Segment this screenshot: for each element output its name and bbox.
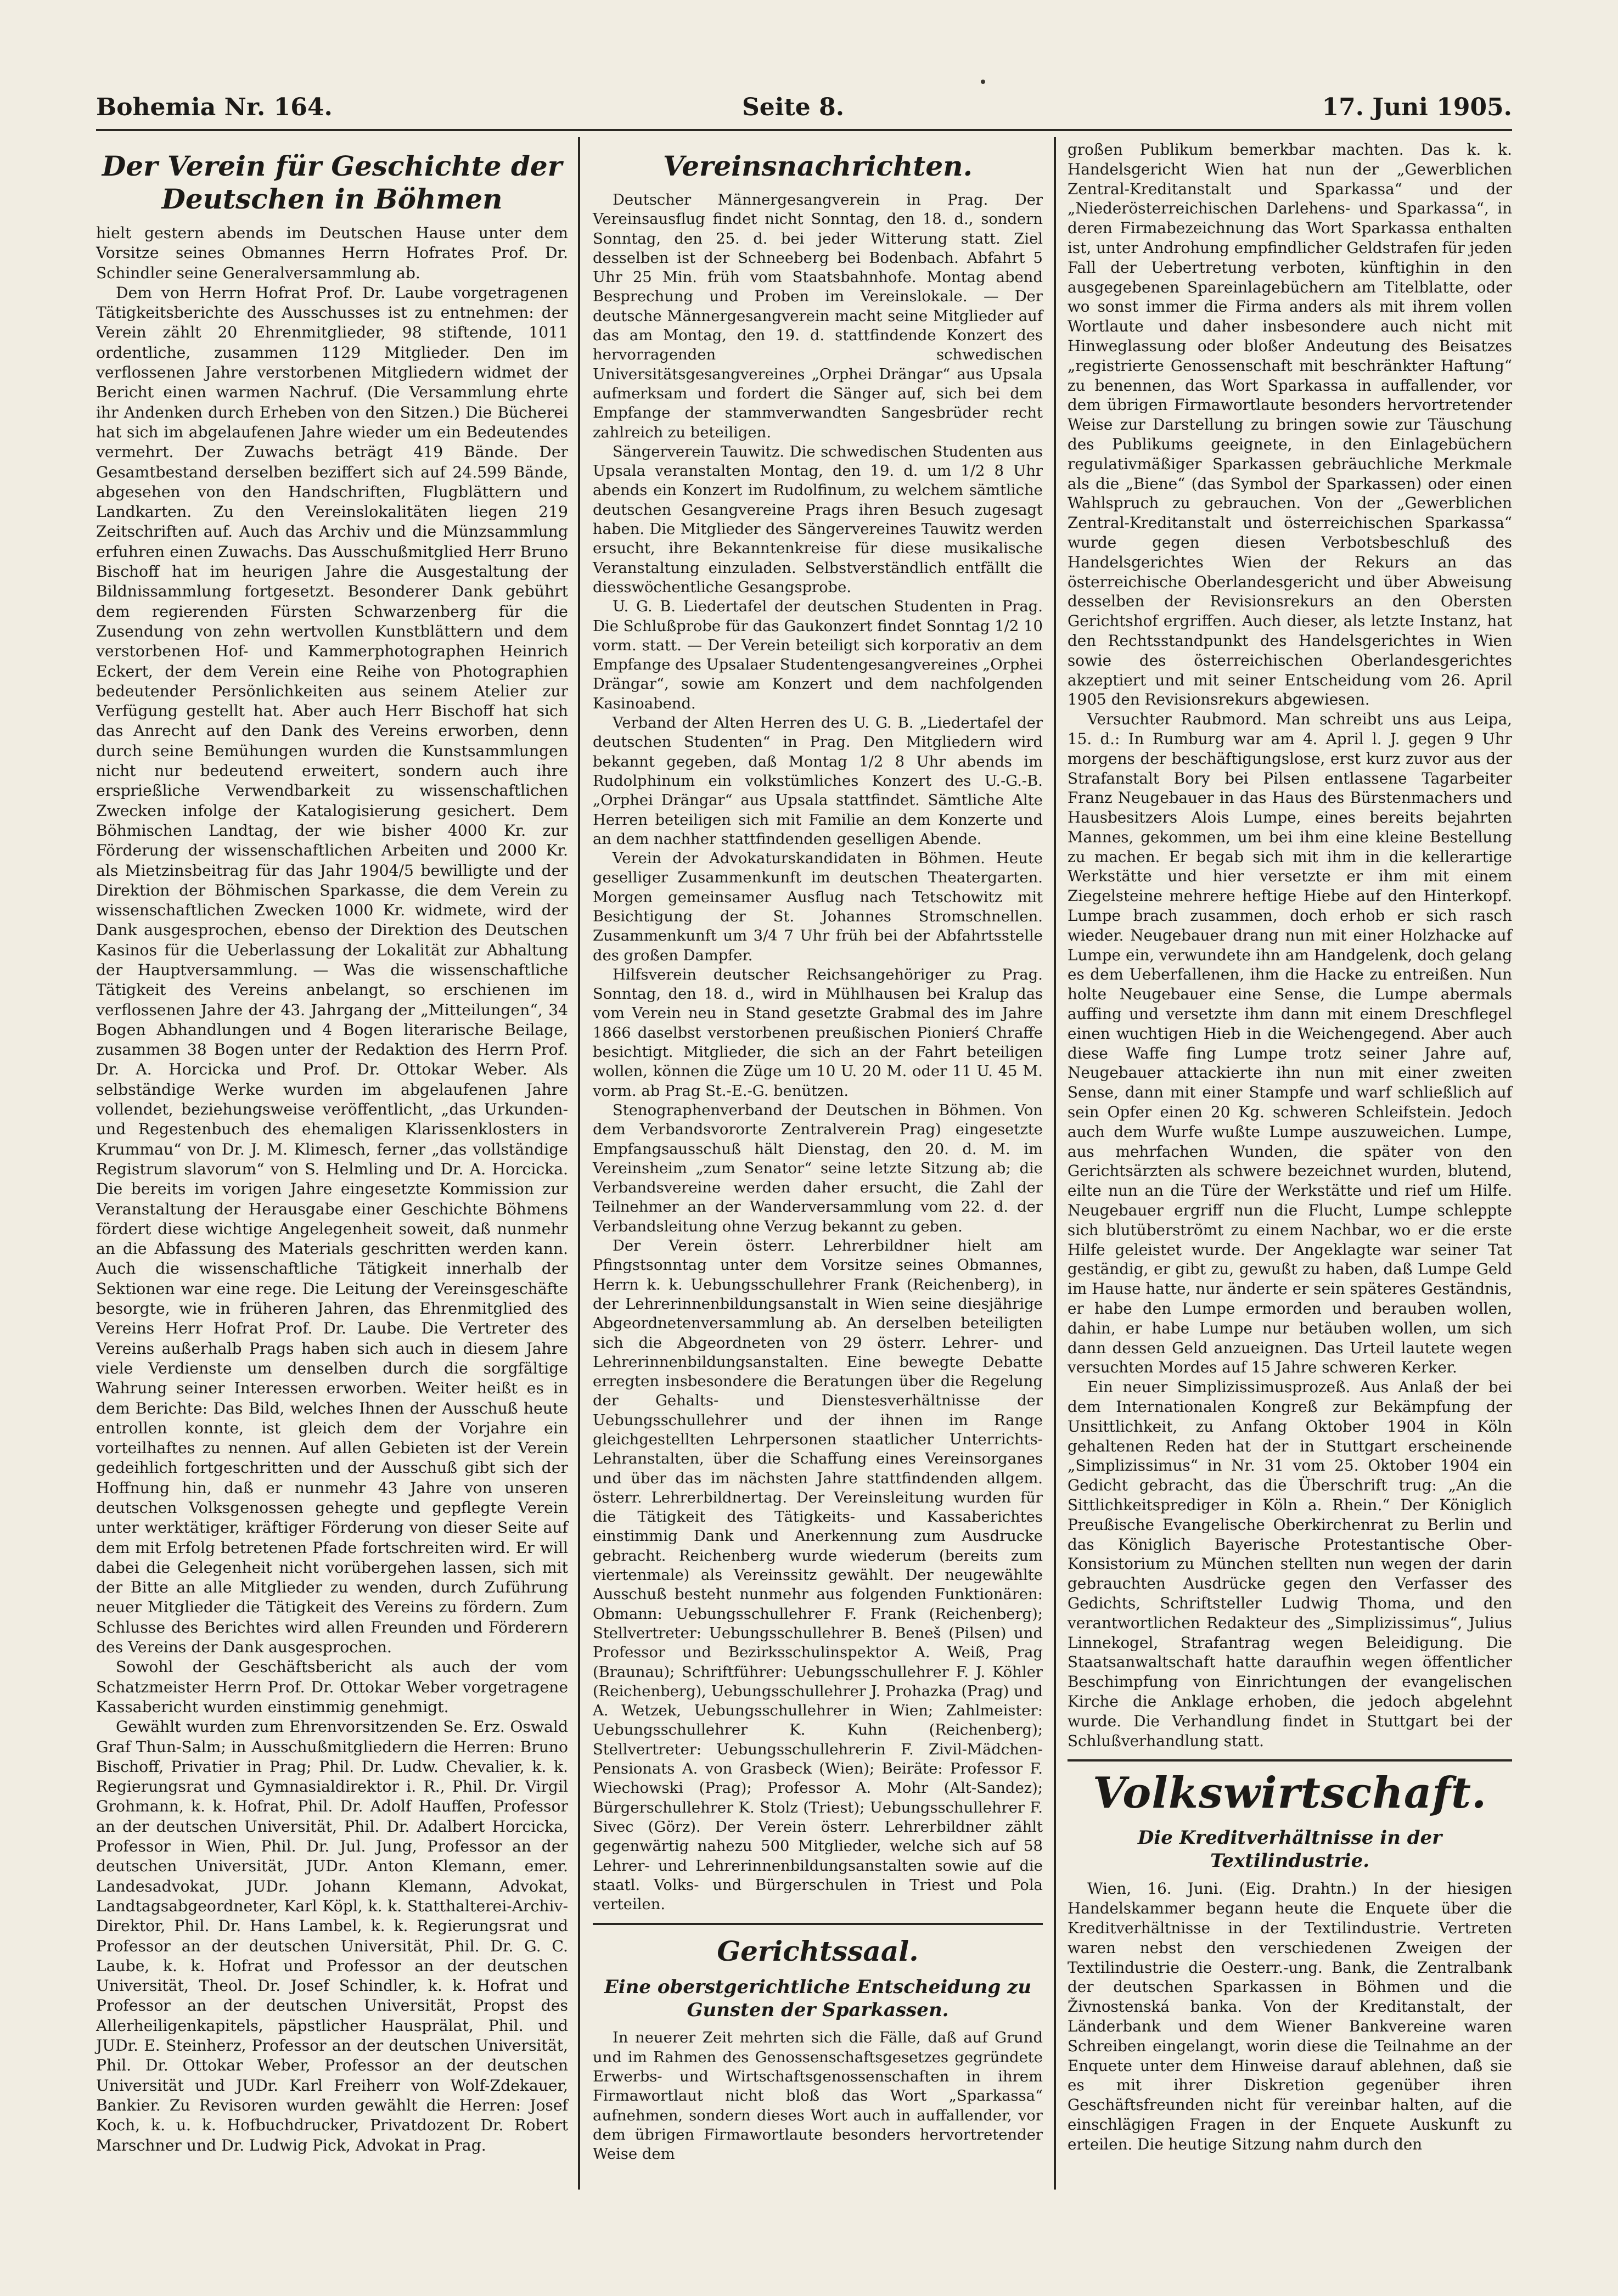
article-paragraph: Wien, 16. Juni. (Eig. Drahtn.) In der hiesigen Handelskammer begann heute die Enquete über die Kreditverhältnisse in der Textilindustrie. Vertreten waren nebst den verschiedenen Zweigen der Textilindustrie die Oesterr.-ung. Bank, die Zentralbank der deutschen Sparkassen in Böhmen und die Živnostenská banka. Von der Kreditanstalt, der Länderbank und dem Wiener Bankvereine waren Schreiben eingelangt, worin diese die Teilnahme an der Enquete unter dem Hinweise darauf ablehnen, daß sie es mit ihrer Diskretion gegenüber ihren Geschäftsfreunden nicht für vereinbar halten, auf die einschlägigen Fragen in der Enquete Auskunft zu erteilen. Die heutige Sitzung nahm durch den xyxy=(1068,1879,1512,2153)
news-item: Sängerverein Tauwitz. Die schwedischen Studenten aus Upsala veranstalten Montag, den 19. d. um 1/2 8 Uhr abends ein Konzert im Rudolfinum, zu welchem sämtliche deutschen Gesangvereine Prags ihren Besuch zugesagt haben. Die Mitglieder des Sängervereines Tauwitz werden ersucht, ihre Bekanntenkreise für diese musikalische Veranstaltung einzuladen. Selbstverständlich entfällt die diesswöchentliche Gesangsprobe. xyxy=(593,443,1043,596)
print-speck xyxy=(981,80,985,84)
news-item: Verein der Advokaturskandidaten in Böhmen. Heute geselliger Zusammenkunft im deutschen Theatergarten. Morgen gemeinsamer Ausflug nach Tetschowitz mit Besichtigung der St. Johannes Stromschnellen. Zusammenkunft um 3/4 7 Uhr früh bei der Abfahrtsstelle des großen Dampfer. xyxy=(593,850,1043,964)
section-divider xyxy=(1068,1759,1512,1762)
news-item: Der Verein österr. Lehrerbildner hielt am Pfingstsonntag unter dem Vorsitze seines Obmannes, Herrn k. k. Uebungsschullehrer Frank (Reichenberg), in der Lehrerinnenbildungsanstalt in Wien seine diesjährige Abgeordnetenversammlung ab. An derselben beteiligten sich die Abgeordneten von 29 österr. Lehrer- und Lehrerinnenbildungsanstalten. Eine bewegte Debatte erregten insbesondere die Beratungen über die Regelung der Gehalts- und Dienstesverhältnisse der Uebungsschullehrer und der ihnen im Range gleichgestellten Lehrpersonen staatlicher Unterrichts-Lehranstalten, über die Schaffung eines Vereinsorganes und über das im nächsten Jahre stattfindenden allgem. österr. Lehrerbildnertag. Der Vereinsleitung wurden für die Tätigkeit des Tätigkeits- und Kassaberichtes einstimmig Dank und Anerkennung zum Ausdrucke gebracht. Reichenberg wurde wiederum (bereits zum viertenmale) als Vereinssitz gewählt. Der neugewählte Ausschuß besteht nunmehr aus folgenden Funktionären: Obmann: Uebungsschullehrer F. Frank (Reichenberg); Stellvertreter: Uebungsschullehrer B. Beneš (Pilsen) und Professor und Bezirksschulinspektor A. Weiß, Prag (Braunau); Schriftführer: Uebungsschullehrer F. J. Köhler (Reichenberg), Uebungsschullehrer J. Prohazka (Prag) und A. Wetzek, Uebungsschullehrer in Wien; Zahlmeister: Uebungsschullehrer K. Kuhn (Reichenberg); Stellvertreter: Uebungsschullehrerin F. Zivil-Mädchen-Pensionats A. von Grasbeck (Wien); Beiräte: Professor F. Wiechowski (Prag); Professor A. Mohr (Alt-Sandez); Bürgerschullehrer K. Stolz (Triest); Uebungsschullehrer F. Sivec (Görz). Der Verein österr. Lehrerbildner zählt gegenwärtig nahezu 500 Mitglieder, welche sich auf 58 Lehrer- und Lehrerinnenbildungsanstalten sowie auf die staatl. Volks- und Bürgerschulen in Triest und Pola verteilen. xyxy=(593,1237,1043,1914)
article-paragraph: In neuerer Zeit mehrten sich die Fälle, daß auf Grund und im Rahmen des Genossenschaftsgesetzes gegründete Erwerbs- und Wirtschaftsgenossenschaften in ihrem Firmawortlaut nicht bloß das Wort „Sparkassa“ aufnehmen, sondern dieses Wort auch in auffallender, vor dem übrigen Firmawortlaute besonders hervortretender Weise dem xyxy=(593,2029,1043,2163)
newspaper-page xyxy=(96,66,1512,2201)
article-subtitle: Die Kreditverhältnisse in der Textilindustrie. xyxy=(1137,1827,1442,1872)
header-issue: Bohemia Nr. 164. xyxy=(96,93,333,121)
article-paragraph: Sowohl der Geschäftsbericht als auch der vom Schatzmeister Herrn Prof. Dr. Ottokar Weber vorgetragene Kassabericht wurden einstimmig genehmigt. xyxy=(96,1658,568,1716)
header-rule xyxy=(96,129,1512,131)
article-paragraph: großen Publikum bemerkbar machten. Das k. k. Handelsgericht Wien hat nun der „Gewerblichen Zentral-Kreditanstalt und Sparkassa“ und der „Niederösterreichischen Darlehens- und Sparkassa“, in deren Firmabezeichnung das Wort Sparkassa enthalten ist, unter Androhung empfindlicher Geldstrafen für jeden Fall der Uebertretung verboten, künftighin in den ausgegebenen Spareinlagebüchern am Titelblatte, oder wo sonst immer die Firma anders als mit ihrem vollen Wortlaute und daher insbesondere auch nicht mit Hinweglassung oder bloßer Andeutung des Beisatzes „registrierte Genossenschaft mit beschränkter Haftung“ zu benennen, das Wort Sparkassa in auffallender, vor dem übrigen Firmawortlaute besonders hervortretender Weise zur Darstellung zu bringen sowie zur Täuschung des Publikums geeignete, in den Einlagebüchern regulativmäßiger Sparkassen gebräuchliche Merkmale als die „Biene“ (das Symbol der Sparkassen) oder einen Wahlspruch zu gebrauchen. Von der „Gewerblichen Zentral-Kreditanstalt und österreichischen Sparkassa“ wurde gegen diesen Verbotsbeschluß des Handelsgerichtes Wien der Rekurs an das österreichische Oberlandesgericht und über Abweisung desselben der Revisionsrekurs an den Obersten Gerichtshof ergriffen. Auch dieser, als letzte Instanz, hat den Rechtsstandpunkt des Handelsgerichtes in Wien sowie des österreichischen Oberlandesgerichtes akzeptiert und mit seiner Entscheidung vom 26. April 1905 den Revisionsrekurs abgewiesen. xyxy=(1068,140,1512,709)
article-paragraph: Gewählt wurden zum Ehrenvorsitzenden Se. Erz. Oswald Graf Thun-Salm; in Ausschußmitgliedern die Herren: Bruno Bischoff, Privatier in Prag; Phil. Dr. Ludw. Chevalier, k. k. Regierungsrat und Gymnasialdirektor i. R., Phil. Dr. Virgil Grohmann, k. k. Hofrat, Phil. Dr. Adolf Hauffen, Professor an der deutschen Universität, Phil. Dr. Adalbert Horcicka, Professor in Wien, Phil. Dr. Jul. Jung, Professor an der deutschen Universität, JUDr. Anton Klemann, emer. Landesadvokat, JUDr. Johann Klemann, Advokat, Landtagsabgeordneter, Karl Köpl, k. k. Statthalterei-Archiv-Direktor, Phil. Dr. Hans Lambel, k. k. Regierungsrat und Professor an der deutschen Universität, Phil. Dr. G. C. Laube, k. k. Hofrat und Professor an der deutschen Universität, Theol. Dr. Josef Schindler, k. k. Hofrat und Professor an der deutschen Universität, Propst des Allerheiligenkapitels, päpstlicher Hausprälat, Phil. und JUDr. E. Steinherz, Professor an der deutschen Universität, Phil. Dr. Ottokar Weber, Professor an der deutschen Universität und JUDr. Karl Freiherr von Wolf-Zdekauer, Bankier. Zu Revisoren wurden gewählt die Herren: Josef Koch, k. u. k. Hofbuchdrucker, Privatdozent Dr. Robert Marschner und Dr. Ludwig Pick, Advokat in Prag. xyxy=(96,1718,568,2154)
news-item: Ein neuer Simplizissimusprozeß. Aus Anlaß der bei dem Internationalen Kongreß zur Bekämpfung der Unsittlichkeit, zu Anfang Oktober 1904 in Köln gehaltenen Reden hat der in Stuttgart erscheinende „Simplizissimus“ in Nr. 31 vom 25. Oktober 1904 ein Gedicht gebracht, das die Überschrift trug: „An die Sittlichkeitsprediger in Köln a. Rhein.“ Der Königlich Preußische Evangelische Oberkirchenrat zu Berlin und das Königlich Bayerische Protestantische Ober-Konsistorium zu München stellten nun wegen der darin gebrauchten Ausdrücke gegen den Verfasser des Gedichts, Schriftsteller Ludwig Thoma, und den verantwortlichen Redakteur des „Simplizissimus“, Julius Linnekogel, Strafantrag wegen Beleidigung. Die Staatsanwaltschaft hatte daraufhin wegen öffentlicher Beschimpfung von Einrichtungen der evangelischen Kirche die Anklage erhoben, die jedoch abgelehnt wurde. Die Verhandlung findet in Stuttgart bei der Schlußverhandlung statt. xyxy=(1068,1378,1512,1750)
header-page-number: Seite 8. xyxy=(741,93,845,121)
article-subtitle: Eine oberstgerichtliche Entscheidung zu Gunsten der Sparkassen. xyxy=(604,1976,1032,2022)
column-rule-1 xyxy=(578,137,580,2190)
news-item: Stenographenverband der Deutschen in Böhmen. Von dem Verbandsvororte Zentralverein Prag) eingesetzte Empfangsausschuß hält Dienstag, den 20. d. M. im Vereinsheim „zum Senator“ seine letzte Sitzung ab; die Verbandsvereine werden daher ersucht, die Zahl der Teilnehmer an der Wanderversammlung vom 22. d. der Verbandsleitung ohne Verzug bekannt zu geben. xyxy=(593,1101,1043,1235)
page-header xyxy=(96,82,1512,126)
news-item: Verband der Alten Herren des U. G. B. „Liedertafel der deutschen Studenten“ in Prag. Den Mitgliedern wird bekannt gegeben, daß Montag 1/2 8 Uhr abends im Rudolphinum ein volkstümliches Konzert des U.-G.-B. „Orphei Drängar“ aus Upsala stattfindet. Sämtliche Alte Herren beteiligen sich mit Familie an dem Konzerte und an dem nachher stattfindenden geselligen Abende. xyxy=(593,714,1043,848)
section-title: Gerichtssaal. xyxy=(717,1935,919,1968)
section-divider xyxy=(593,1923,1043,1925)
column-rule-2 xyxy=(1054,137,1056,2190)
article-title: Der Verein für Geschichte der Deutschen in Böhmen xyxy=(102,150,563,215)
column-2 xyxy=(593,140,1043,2164)
column-3 xyxy=(1068,140,1512,2154)
section-title: Vereinsnachrichten. xyxy=(662,150,973,182)
column-1 xyxy=(96,140,568,2156)
news-item: Versuchter Raubmord. Man schreibt uns aus Leipa, 15. d.: In Rumburg war am 4. April l. J. gegen 9 Uhr morgens der beschäftigungslose, erst kurz zuvor aus der Strafanstalt Bory bei Pilsen entlassene Tagarbeiter Franz Neugebauer in das Haus des Bürstenmachers und Hausbesitzers Alois Lumpe, eines bereits bejahrten Mannes, gekommen, um bei ihm eine kleine Bestellung zu machen. Er begab sich mit ihm in die kellerartige Werkstätte und hier versetzte er ihm mit einem Ziegelsteine mehrere heftige Hiebe auf den Hinterkopf. Lumpe brach zusammen, doch erhob er sich rasch wieder. Neugebauer drang nun mit einer Holzhacke auf Lumpe ein, verwundete ihn am Handgelenk, doch gelang es dem Ueberfallenen, ihm die Hacke zu entreißen. Nun holte Neugebauer eine Sense, die Lumpe abermals auffing und versetzte ihm dann mit einem Dreschflegel einen wuchtigen Hieb in die Weichengegend. Aber auch diese Waffe fing Lumpe trotz seiner Jahre auf, Neugebauer attackierte ihn nun mit einer zweiten Sense, dann mit einer Stampfe und warf schließlich auf sein Opfer einen 20 Kg. schweren Schleifstein. Jedoch auch dem Wurfe wußte Lumpe auszuweichen. Lumpe, aus mehrfachen Wunden, die später von den Gerichtsärzten als schwere bezeichnet wurden, blutend, eilte nun an die Türe der Werkstätte und rief um Hilfe. Neugebauer ergriff nun die Flucht, Lumpe schleppte sich blutüberströmt zu einem Nachbar, wo er die erste Hilfe geleistet wurde. Der Angeklagte war seiner Tat geständig, er gibt zu, gewußt zu haben, daß Lumpe Geld im Hause hatte, nur änderte er sein späteres Geständnis, er habe den Lumpe ermorden und berauben wollen, dahin, er habe Lumpe nur betäuben wollen, um sich dann dessen Geld anzueignen. Das Urteil lautete wegen versuchten Mordes auf 15 Jahre schweren Kerker. xyxy=(1068,710,1512,1377)
section-title: Volkswirtschaft. xyxy=(1092,1768,1487,1819)
article-paragraph: hielt gestern abends im Deutschen Hause unter dem Vorsitze seines Obmannes Herrn Hofrates Prof. Dr. Schindler seine Generalversammlung ab. xyxy=(96,224,568,282)
header-date: 17. Juni 1905. xyxy=(1322,93,1512,121)
news-item: U. G. B. Liedertafel der deutschen Studenten in Prag. Die Schlußprobe für das Gaukonzert findet Sonntag 1/2 10 vorm. statt. — Der Verein beteiligt sich korporativ an dem Empfange des Upsalaer Studentengesangvereines „Orphei Drängar“, sowie am Konzert und dem nachfolgenden Kasinoabend. xyxy=(593,598,1043,712)
article-paragraph: Dem von Herrn Hofrat Prof. Dr. Laube vorgetragenen Tätigkeitsberichte des Ausschusses ist zu entnehmen: der Verein zählt 20 Ehrenmitglieder, 98 stiftende, 1011 ordentliche, zusammen 1129 Mitglieder. Den im verflossenen Jahre verstorbenen Mitgliedern widmet der Bericht einen warmen Nachruf. (Die Versammlung ehrte ihr Andenken durch Erheben von den Sitzen.) Die Bücherei hat sich im abgelaufenen Jahre wieder um ein Bedeutendes vermehrt. Der Zuwachs beträgt 419 Bände. Der Gesamtbestand derselben beziffert sich auf 24.599 Bände, abgesehen von den Handschriften, Flugblättern und Landkarten. Zu den Vereinslokalitäten liegen 219 Zeitschriften auf. Auch das Archiv und die Münzsammlung erfuhren einen Zuwachs. Das Ausschußmitglied Herr Bruno Bischoff hat im heurigen Jahre die Ausgestaltung der Bildnissammlung fortgesetzt. Besonderer Dank gebührt dem regierenden Fürsten Schwarzenberg für die Zusendung von zehn wertvollen Kunstblättern und dem verstorbenen Hof- und Kammerphotographen Heinrich Eckert, der dem Verein eine Reihe von Photographien bedeutender Persönlichkeiten aus seinem Atelier zur Verfügung gestellt hat. Aber auch Herr Bischoff hat sich das Anrecht auf den Dank des Vereins erworben, denn durch seine Bemühungen wurden die Kunstsammlungen nicht nur bedeutend erweitert, sondern auch ihre ersprießliche Verwendbarkeit zu wissenschaftlichen Zwecken infolge der Katalogisierung gesichert. Dem Böhmischen Landtag, der wie bisher 4000 Kr. zur Förderung der wissenschaftlichen Arbeiten und 2000 Kr. als Mietzinsbeitrag für das Jahr 1904/5 bewilligte und der Direktion der Böhmischen Sparkasse, die dem Verein zu wissenschaftlichen Zwecken 1000 Kr. widmete, wird der Dank ausgesprochen, ebenso der Direktion des Deutschen Kasinos für die Ueberlassung der Lokalität zur Abhaltung der Hauptversammlung. — Was die wissenschaftliche Tätigkeit des Vereins anbelangt, so erschienen im verflossenen Jahre der 43. Jahrgang der „Mitteilungen“, 34 Bogen Abhandlungen und 4 Bogen literarische Beilage, zusammen 38 Bogen unter der Redaktion des Herrn Prof. Dr. A. Horcicka und Prof. Dr. Ottokar Weber. Als selbständige Werke wurden im abgelaufenen Jahre vollendet, beziehungsweise veröffentlicht, „das Urkunden- und Regestenbuch des ehemaligen Klarissenklosters in Krummau“ von Dr. J. M. Klimesch, ferner „das vollständige Registrum slavorum“ von S. Helmling und Dr. A. Horcicka. Die bereits im vorigen Jahre eingesetzte Kommission zur Veranstaltung der Herausgabe einer Geschichte Böhmens fördert diese wichtige Angelegenheit soweit, daß nunmehr an die Abfassung des Materials geschritten werden kann. Auch die wissenschaftliche Tätigkeit innerhalb der Sektionen war eine rege. Die Leitung der Vereinsgeschäfte besorgte, wie in früheren Jahren, das Ehrenmitglied des Vereins Herr Hofrat Prof. Dr. Laube. Die Vertreter des Vereins außerhalb Prags haben sich auch in diesem Jahre viele Verdienste um denselben durch die sorgfältige Wahrung seiner Interessen erworben. Weiter heißt es in dem Berichte: Das Bild, welches Ihnen der Ausschuß heute entrollen konnte, ist gleich dem der Vorjahre ein vorteilhaftes zu nennen. Auf allen Gebieten ist der Verein gedeihlich fortgeschritten und der Ausschuß gibt sich der Hoffnung hin, daß er nunmehr 43 Jahre von unseren deutschen Volksgenossen gehegte und gepflegte Verein unter werktätiger, kräftiger Förderung von dieser Seite auf dem mit Erfolg betretenen Pfade fortschreiten wird. Er will dabei die Gelegenheit nicht vorübergehen lassen, sich mit der Bitte an alle Mitglieder zu wenden, durch Zuführung neuer Mitglieder die Tätigkeit des Vereins zu fördern. Zum Schlusse des Berichtes wird allen Freunden und Förderern des Vereins der Dank ausgesprochen. xyxy=(96,283,568,1657)
news-item: Deutscher Männergesangverein in Prag. Der Vereinsausflug findet nicht Sonntag, den 18. d., sondern Sonntag, den 25. d. bei jeder Witterung statt. Ziel desselben ist der Schneeberg bei Bodenbach. Abfahrt 5 Uhr 25 Min. früh vom Staatsbahnhofe. Montag abend Besprechung und Proben im Vereinslokale. — Der deutsche Männergesangverein macht seine Mitglieder auf das am Montag, den 19. d. stattfindende Konzert des hervorragenden schwedischen Universitätsgesangvereines „Orphei Drängar“ aus Upsala aufmerksam und fordert die Sänger auf, sich bei dem Empfange der stammverwandten Sangesbrüder recht zahlreich zu beteiligen. xyxy=(593,192,1043,441)
news-item: Hilfsverein deutscher Reichsangehöriger zu Prag. Sonntag, den 18. d., wird in Mühlhausen bei Kralup das vom Verein neu in Stand gesetzte Grabmal des im Jahre 1866 daselbst verstorbenen preußischen Pionierś Chraffe besichtigt. Mitglieder, die sich an der Fahrt beteiligen wollen, können die Züge um 10 U. 20 M. oder 11 U. 45 M. vorm. ab Prag St.-E.-G. benützen. xyxy=(593,966,1043,1100)
